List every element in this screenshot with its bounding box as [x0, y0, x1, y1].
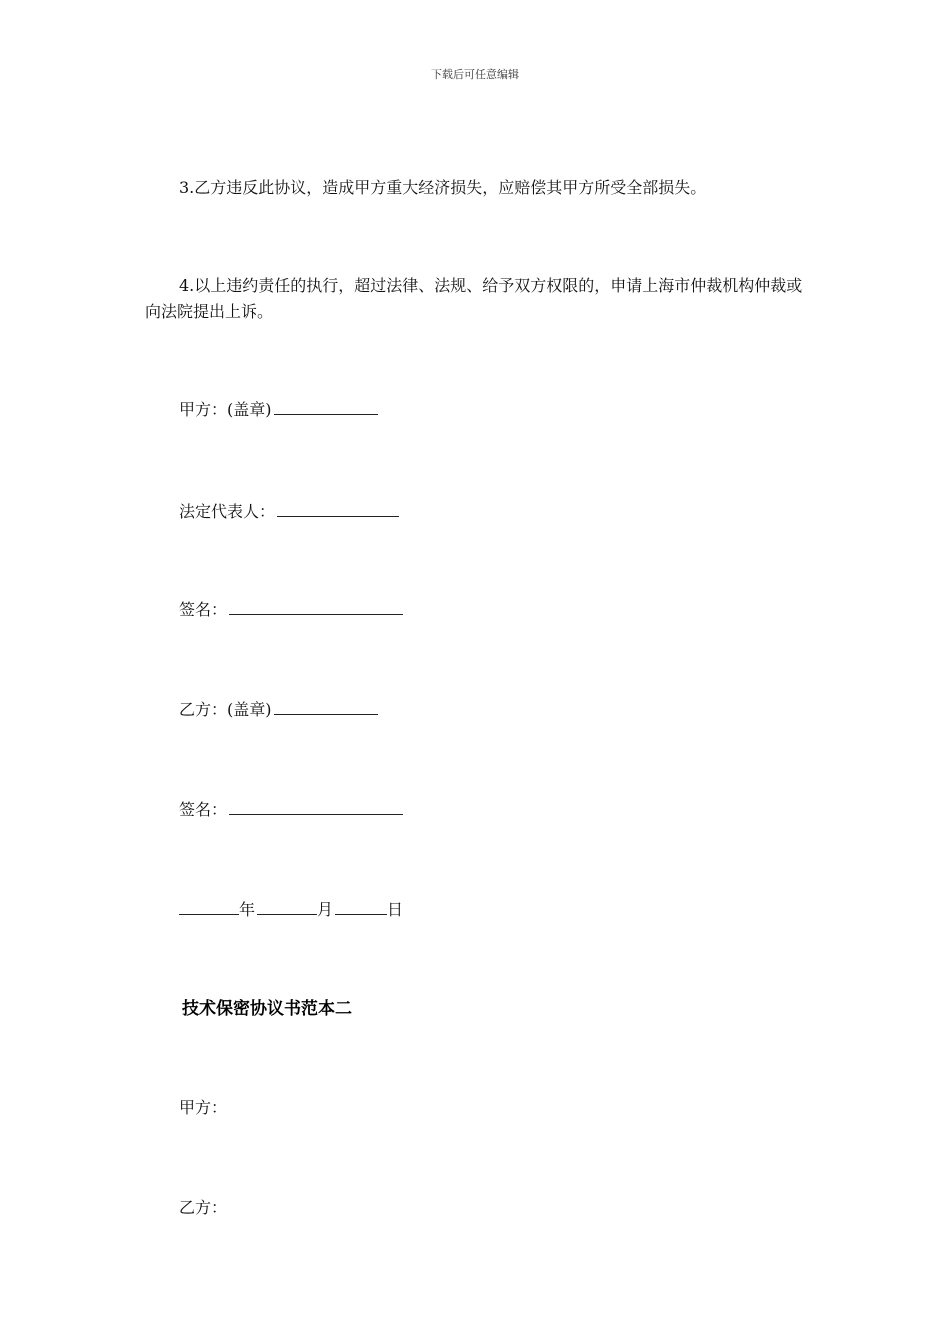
day-blank: [335, 898, 387, 915]
signature-label-2: 签名：: [179, 800, 228, 819]
month-blank: [257, 898, 317, 915]
legal-rep-label: 法定代表人：: [179, 502, 276, 521]
year-label: 年: [239, 900, 256, 919]
clause-4: 4.以上违约责任的执行，超过法律、法规、给予双方权限的，申请上海市仲裁机构仲裁或向法院提出上诉。: [145, 276, 803, 321]
page-header-note: 下载后可任意编辑: [431, 68, 519, 81]
section-title: 技术保密协议书范本二: [182, 999, 352, 1019]
party-a-seal-line: [179, 398, 378, 422]
signature-blank-1: [229, 598, 403, 615]
month-label: 月: [317, 900, 334, 919]
legal-rep-line: [179, 500, 399, 524]
party-a-seal-label: 甲方：(盖章): [179, 400, 272, 419]
signature-line-2: [179, 798, 403, 822]
party-b-seal-blank: [274, 698, 378, 715]
legal-rep-blank: [277, 500, 399, 517]
party-b-seal-label: 乙方：(盖章): [179, 700, 272, 719]
day-label: 日: [387, 900, 404, 919]
signature-line-1: [179, 598, 403, 622]
signature-blank-2: [229, 798, 403, 815]
party-b-seal-line: [179, 698, 378, 722]
party-b-label: 乙方：: [179, 1198, 228, 1217]
date-line: [179, 898, 403, 922]
clause-3: 3.乙方违反此协议，造成甲方重大经济损失，应赔偿其甲方所受全部损失。: [179, 178, 707, 197]
signature-label-1: 签名：: [179, 600, 228, 619]
party-a-label: 甲方：: [179, 1098, 228, 1117]
party-a-seal-blank: [274, 398, 378, 415]
year-blank: [179, 898, 239, 915]
